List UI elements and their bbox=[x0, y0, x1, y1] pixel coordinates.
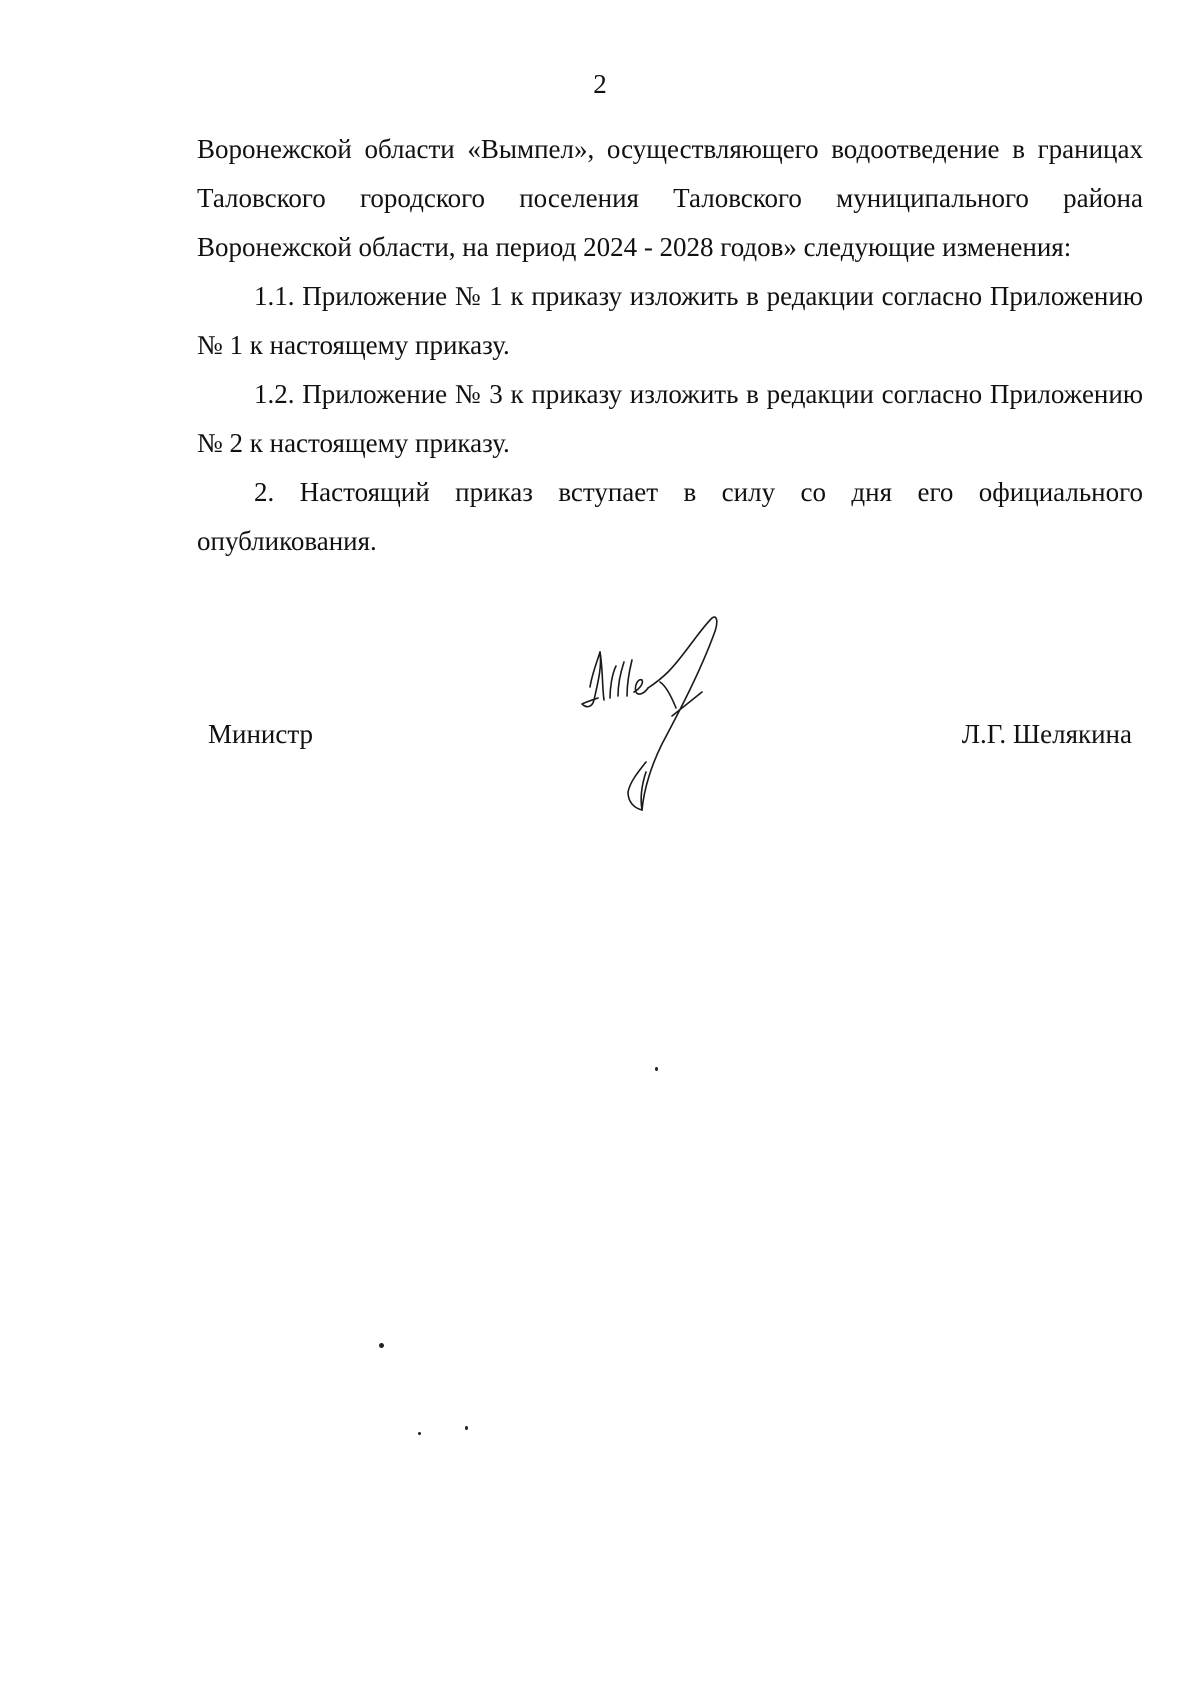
paragraph-item-1-2: 1.2. Приложение № 3 к приказу изложить в редакции согласно Приложению № 2 к настоящему приказу. bbox=[197, 379, 1143, 458]
page-number: 2 bbox=[593, 69, 607, 99]
scan-speck bbox=[418, 1432, 421, 1435]
document-body bbox=[197, 125, 1143, 566]
signer-position: Министр bbox=[208, 719, 313, 749]
paragraph-intro: Воронежской области «Вымпел», осуществляющего водоотведение в границах Таловского городского поселения Таловского муниципального района Воронежской области, на период 2024 - 2028 годов» следующие изменения: bbox=[197, 134, 1143, 262]
paragraph-item-2: 2. Настоящий приказ вступает в силу со дня его официального опубликования. bbox=[197, 477, 1143, 556]
scan-speck bbox=[465, 1426, 468, 1430]
paragraph-item-1-1: 1.1. Приложение № 1 к приказу изложить в редакции согласно Приложению № 1 к настоящему приказу. bbox=[197, 281, 1143, 360]
signature-block bbox=[0, 714, 1200, 754]
scan-speck bbox=[379, 1343, 384, 1348]
signer-name: Л.Г. Шелякина bbox=[961, 719, 1132, 749]
scan-speck bbox=[655, 1067, 658, 1071]
